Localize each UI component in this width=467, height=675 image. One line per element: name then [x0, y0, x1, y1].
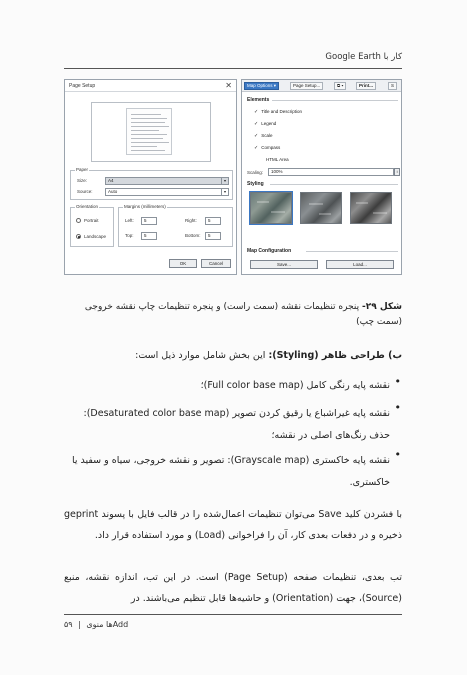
margins-group-label: Margins (millimeters)	[124, 204, 166, 209]
check-icon: ✓	[254, 121, 259, 127]
left-margin-label: Left:	[125, 218, 134, 223]
ok-button[interactable]: OK	[169, 259, 197, 268]
map-options-tab[interactable]: Map Options ▾	[244, 82, 279, 90]
orientation-group-label: Orientation	[76, 204, 99, 209]
heading-prefix: ب) طراحی ظاهر (Styling):	[268, 350, 402, 361]
source-select[interactable]	[105, 188, 229, 196]
landscape-label: Landscape	[84, 234, 107, 239]
scaling-label: Scaling:	[247, 170, 264, 175]
title-divider	[65, 91, 236, 92]
bottom-margin-label: Bottom:	[185, 233, 201, 238]
section-heading	[64, 350, 402, 361]
chevron-down-icon: ▾	[221, 189, 228, 195]
size-select[interactable]	[105, 177, 229, 185]
figure-number: شکل ۲۹-	[361, 302, 402, 312]
more-button[interactable]: S	[388, 82, 397, 90]
header-rule	[64, 68, 402, 69]
source-value: Auto	[108, 189, 118, 194]
left-margin-input[interactable]: 5	[141, 217, 157, 225]
styling-rule	[270, 184, 398, 185]
map-configuration-rule	[306, 251, 398, 252]
print-button[interactable]: Print...	[356, 82, 376, 90]
top-margin-label: Top:	[125, 233, 134, 238]
figure-caption	[64, 300, 402, 330]
save-button[interactable]: Save...	[250, 260, 318, 269]
cancel-button[interactable]: Cancel	[201, 259, 231, 268]
chevron-down-icon: ▾	[221, 178, 228, 184]
elements-section-title: Elements	[247, 97, 270, 103]
landscape-radio[interactable]	[76, 234, 81, 239]
paper-group-label: Paper	[76, 167, 89, 172]
scaling-stepper[interactable]: ↕	[396, 169, 398, 174]
heading-text: این بخش شامل موارد ذیل است:	[135, 350, 269, 361]
right-margin-input[interactable]: 5	[205, 217, 221, 225]
load-button[interactable]: Load...	[326, 260, 394, 269]
copy-button[interactable]: ⧉ ▾	[334, 82, 346, 90]
caption-text: پنجره تنظیمات نقشه (سمت راست) و پنجره تنظیمات چاپ نقشه خروجی (سمت چپ)	[84, 302, 402, 327]
element-scale[interactable]	[254, 133, 272, 139]
style-full-color-thumbnail[interactable]	[250, 192, 292, 224]
body-paragraph: با فشردن کلید Save می‌توان تنظیمات اعمال‌شده را در قالب فایل با پسوند geprint ذخیره و در دفعات بعدی کار، آن را فراخوانی (Load) و مورد استفاده قرار داد.	[64, 509, 402, 541]
top-margin-input[interactable]: 5	[141, 232, 157, 240]
source-label: Source:	[77, 189, 93, 194]
orientation-group	[70, 204, 114, 247]
page-setup-dialog	[64, 79, 237, 275]
bullet-dot: •	[394, 448, 401, 461]
page-footer	[64, 620, 402, 632]
style-grayscale-thumbnail[interactable]	[350, 192, 392, 224]
element-title-description[interactable]	[254, 109, 302, 115]
figure-screenshots	[64, 79, 402, 276]
footer-book-title: Add‌ها منوی	[86, 620, 129, 629]
styling-section-title: Styling	[247, 181, 264, 187]
close-icon[interactable]: ✕	[225, 81, 232, 90]
element-html-area[interactable]: HTML Area	[266, 157, 289, 162]
check-icon: ✓	[254, 133, 259, 139]
running-header: کار با Google Earth	[325, 52, 402, 62]
portrait-radio[interactable]	[76, 218, 81, 223]
element-label: Compass	[261, 145, 281, 150]
map-configuration-title: Map Configuration	[247, 248, 292, 254]
footer-separator: |	[78, 620, 81, 629]
check-icon: ✓	[254, 145, 259, 151]
element-label: Title and Description	[261, 109, 303, 114]
page-setup-tab[interactable]: Page Setup...	[290, 82, 323, 90]
bullet-item: نقشه پایه غیراشباع یا رقیق کردن تصویر (Desaturated color base map): حذف رنگ‌های اصلی در نقشه؛	[83, 408, 390, 441]
page-preview	[91, 102, 211, 162]
portrait-label: Portrait	[84, 218, 99, 223]
style-desaturated-thumbnail[interactable]	[300, 192, 342, 224]
element-label: Scale	[261, 133, 273, 138]
footer-rule	[64, 614, 402, 615]
preview-sheet	[126, 108, 172, 155]
paper-group	[70, 167, 233, 200]
margins-group	[118, 204, 233, 247]
check-icon: ✓	[254, 109, 259, 115]
map-options-panel	[241, 79, 402, 275]
size-value: A4	[108, 178, 114, 183]
bottom-margin-input[interactable]: 5	[205, 232, 221, 240]
bullet-item: نقشه پایه خاکستری (Grayscale map): تصویر و نقشه خروجی، سیاه و سفید یا خاکستری.	[71, 455, 390, 488]
element-legend[interactable]	[254, 121, 276, 127]
elements-rule	[272, 100, 398, 101]
bullet-dot: •	[394, 401, 401, 414]
dialog-title: Page Setup	[69, 83, 96, 89]
page-number: ۵۹	[64, 620, 73, 629]
scaling-input[interactable]: 100%	[268, 168, 394, 176]
print-toolbar	[242, 80, 401, 92]
right-margin-label: Right:	[185, 218, 197, 223]
bullet-item: نقشه پایه رنگی کامل (Full color base map)؛	[200, 380, 390, 391]
element-compass[interactable]	[254, 145, 280, 151]
size-label: Size:	[77, 178, 88, 183]
element-label: Legend	[261, 121, 277, 126]
bullet-dot: •	[394, 375, 401, 388]
body-paragraph: تب بعدی، تنظیمات صفحه (Page Setup) است. در این تب، اندازه نقشه، منبع (Source)، جهت (Orientation) و حاشیه‌ها قابل تنظیم می‌باشند. در	[64, 572, 402, 604]
